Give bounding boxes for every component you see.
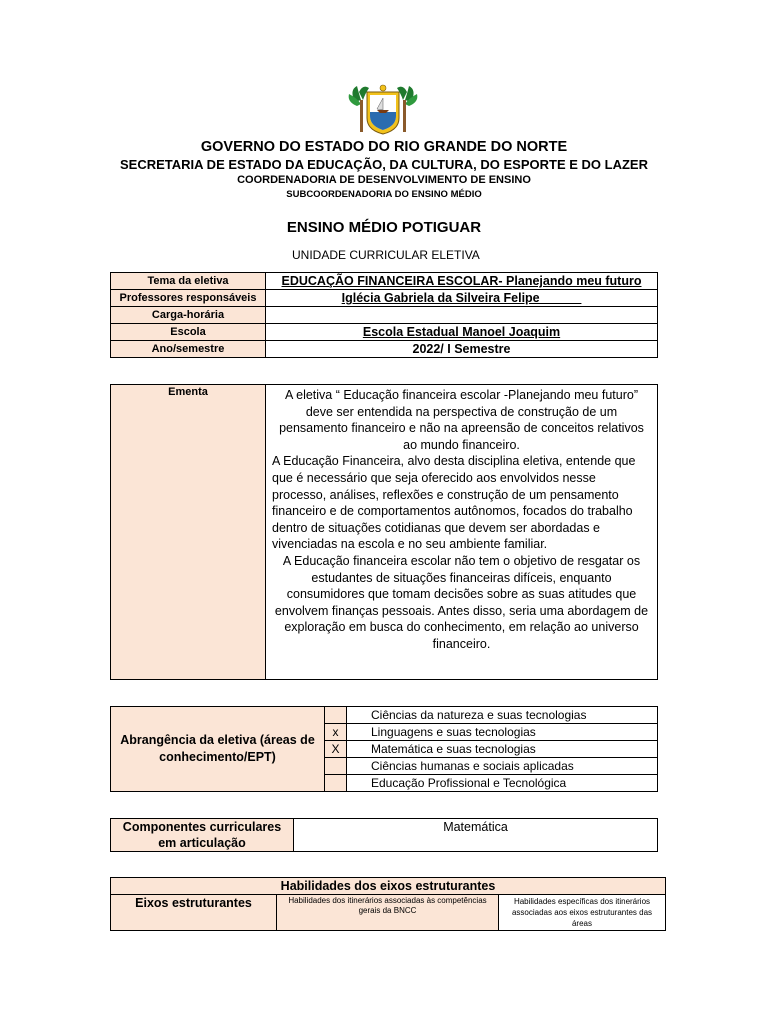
header-line-3: COORDENADORIA DE DESENVOLVIMENTO DE ENSINO: [237, 174, 531, 186]
ementa-label: Ementa: [111, 385, 266, 680]
abrangencia-item-4: Ciências humanas e sociais aplicadas: [347, 758, 658, 775]
abrangencia-mark-1[interactable]: [325, 707, 347, 724]
ementa-text: [266, 385, 658, 680]
table-row: [111, 341, 658, 358]
abrangencia-item-5: Educação Profissional e Tecnológica: [347, 775, 658, 792]
carga-horaria-value: [266, 307, 658, 324]
tema-value: EDUCAÇÃO FINANCEIRA ESCOLAR- Planejando meu futuro: [266, 273, 658, 290]
abrangencia-mark-5[interactable]: [325, 775, 347, 792]
info-table: [110, 272, 658, 358]
ano-semestre-value: 2022/ I Semestre: [266, 341, 658, 358]
page-title: ENSINO MÉDIO POTIGUAR: [286, 219, 482, 236]
abrangencia-mark-4[interactable]: [325, 758, 347, 775]
table-row: [111, 290, 658, 307]
page-subtitle: UNIDADE CURRICULAR ELETIVA: [292, 248, 480, 262]
escola-value: Escola Estadual Manoel Joaquim: [266, 324, 658, 341]
abrangencia-mark-3[interactable]: X: [325, 741, 347, 758]
componentes-value: Matemática: [294, 819, 658, 852]
carga-horaria-label: Carga-horária: [111, 307, 266, 324]
ementa-paragraph-1: A eletiva “ Educação financeira escolar -Planejando meu futuro” deve ser entendida na perspectiva de construção de um pensamento financeiro e não na apreensão de conceitos relativos ao mundo financeiro.: [279, 388, 644, 452]
abrangencia-label: Abrangência da eletiva (áreas de conhecimento/EPT): [111, 707, 325, 792]
header-line-4: SUBCOORDENADORIA DO ENSINO MÉDIO: [286, 189, 482, 200]
habilidades-bncc-header: Habilidades dos itinerários associadas às competências gerais da BNCC: [277, 895, 499, 931]
ano-semestre-label: Ano/semestre: [111, 341, 266, 358]
habilidades-title: Habilidades dos eixos estruturantes: [111, 878, 666, 895]
professores-label: Professores responsáveis: [111, 290, 266, 307]
ementa-paragraph-3: A Educação financeira escolar não tem o objetivo de resgatar os estudantes de situações financeiras difíceis, enquanto consumidores que tomam decisões sobre as suas atitudes que envolvem finanças pessoais. Antes disso, seria uma abordagem de exploração em busca do conhecimento, em relação ao universo financeiro.: [274, 553, 649, 651]
tema-label: Tema da eletiva: [111, 273, 266, 290]
habilidades-especificas-header: Habilidades específicas dos itinerários associadas aos eixos estruturantes das áreas: [499, 895, 666, 931]
abrangencia-item-1: Ciências da natureza e suas tecnologias: [347, 707, 658, 724]
coat-of-arms-logo: [347, 82, 419, 138]
header-line-2: SECRETARIA DE ESTADO DA EDUCAÇÃO, DA CULTURA, DO ESPORTE E DO LAZER: [120, 157, 648, 172]
header-line-1: GOVERNO DO ESTADO DO RIO GRANDE DO NORTE: [200, 139, 568, 155]
abrangencia-table: [110, 706, 658, 792]
escola-label: Escola: [111, 324, 266, 341]
table-row: [111, 324, 658, 341]
ementa-paragraph-2: A Educação Financeira, alvo desta disciplina eletiva, entende que que é necessário que seja oferecido aos envolvidos nesse processo, análises, reflexões e construção de um pensamento financeiro e de comportamentos autônomos, focados do trabalho dentro de situações cotidianas que devem ser abordadas e vivenciadas na escola e no seu ambiente familiar.: [272, 454, 636, 552]
professores-value: Iglécia Gabriela da Silveira Felipe______: [266, 290, 658, 307]
ementa-table: [110, 384, 658, 680]
habilidades-table: [110, 877, 666, 931]
table-row: [111, 273, 658, 290]
table-row: [111, 707, 658, 724]
componentes-table: [110, 818, 658, 852]
abrangencia-mark-2[interactable]: x: [325, 724, 347, 741]
table-row: [111, 307, 658, 324]
abrangencia-item-2: Linguagens e suas tecnologias: [347, 724, 658, 741]
abrangencia-item-3: Matemática e suas tecnologias: [347, 741, 658, 758]
componentes-label: Componentes curriculares em articulação: [111, 819, 294, 852]
eixos-estruturantes-header: Eixos estruturantes: [111, 895, 277, 931]
